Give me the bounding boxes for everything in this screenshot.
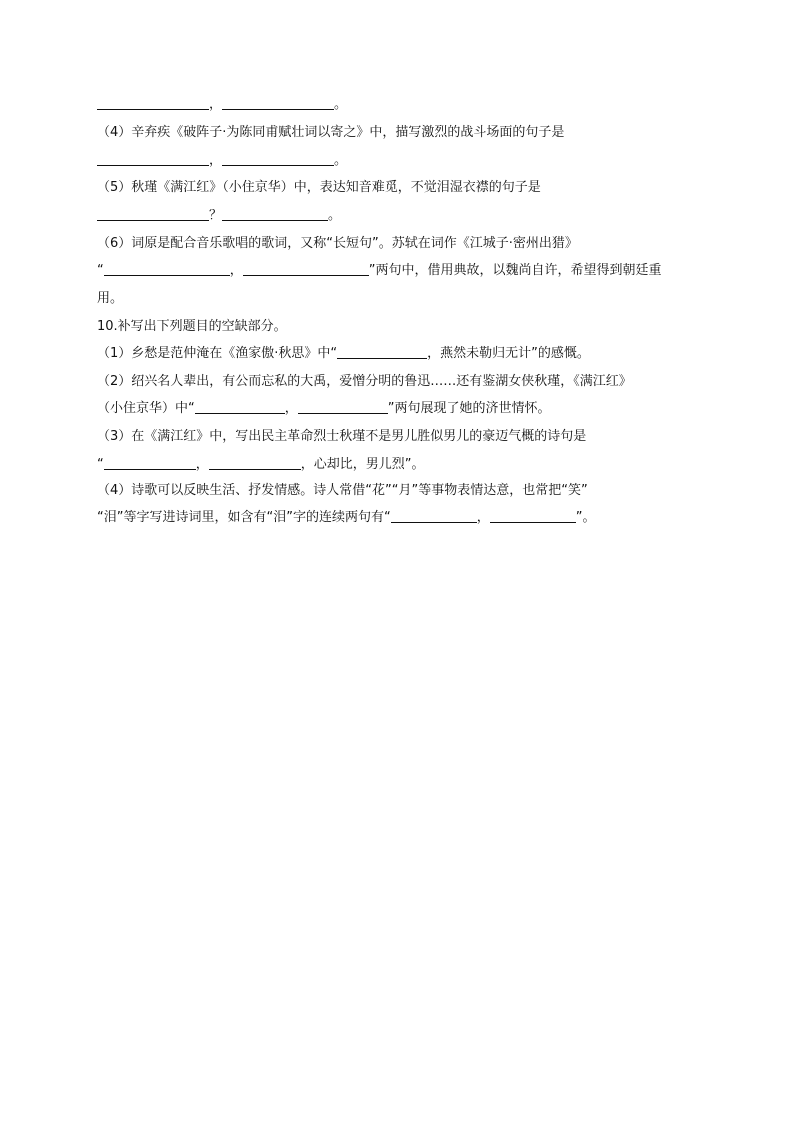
question-text: 用。 <box>97 291 124 306</box>
question-5-prompt <box>97 179 541 197</box>
question-text: （4）辛弃疾《破阵子·为陈同甫赋壮词以寄之》中，描写激烈的战斗场面的句子是 <box>97 125 565 140</box>
section-heading: 10.补写出下列题目的空缺部分。 <box>97 319 287 334</box>
end-punctuation: 。 <box>328 208 342 223</box>
answer-blank[interactable] <box>104 263 230 276</box>
answer-blank[interactable] <box>222 208 328 221</box>
answer-blank[interactable] <box>209 457 301 470</box>
answer-blank[interactable] <box>97 153 209 166</box>
answer-blank[interactable] <box>490 510 576 523</box>
question-5-answer-line <box>97 207 341 225</box>
question-4-prompt <box>97 124 564 142</box>
open-quote: “ <box>97 457 104 472</box>
separator-text: ， <box>209 97 223 112</box>
separator-text: ， <box>476 510 490 525</box>
question-text: ”。 <box>575 510 596 525</box>
answer-line-3 <box>97 96 347 114</box>
separator-text: ， <box>229 263 243 278</box>
answer-blank[interactable] <box>243 263 369 276</box>
answer-blank[interactable] <box>97 208 209 221</box>
question-text: （3）在《满江红》中，写出民主革命烈士秋瑾不是男儿胜似男儿的豪迈气概的诗句是 <box>97 429 587 444</box>
question-text: ”两句中，借用典故，以魏尚自许，希望得到朝廷重 <box>368 263 662 278</box>
question-text: （6）词原是配合音乐歌唱的歌词，又称“长短句”。苏轼在词作《江城子·密州出猎》 <box>97 236 578 251</box>
question-10-4-prompt <box>97 482 588 500</box>
answer-blank[interactable] <box>298 401 388 414</box>
separator-text: ， <box>284 401 298 416</box>
question-text: （5）秋瑾《满江红》（小住京华）中，表达知音难觅，不觉泪湿衣襟的句子是 <box>97 180 541 195</box>
end-punctuation: 。 <box>334 97 348 112</box>
question-10-2-prompt <box>97 373 632 391</box>
end-punctuation: 。 <box>334 153 348 168</box>
question-text: “泪”等字写进诗词里，如含有“泪”字的连续两句有“ <box>97 510 391 525</box>
answer-blank[interactable] <box>222 97 334 110</box>
answer-blank[interactable] <box>337 346 427 359</box>
question-6-continuation <box>97 290 123 308</box>
answer-blank[interactable] <box>391 510 477 523</box>
answer-blank[interactable] <box>222 153 334 166</box>
question-text: （1）乡愁是范仲淹在《渔家傲·秋思》中“ <box>97 346 338 361</box>
open-quote: “ <box>97 263 104 278</box>
question-10-heading <box>97 318 287 336</box>
answer-blank[interactable] <box>97 97 209 110</box>
answer-blank[interactable] <box>104 457 196 470</box>
separator-text: ， <box>209 153 223 168</box>
separator-text: ， <box>195 457 209 472</box>
separator-text: ？ <box>209 208 223 223</box>
question-10-4-answer-line <box>97 509 595 527</box>
question-text: ，心却比，男儿烈”。 <box>300 457 425 472</box>
question-4-answer-line <box>97 152 347 170</box>
question-6-answer-line <box>97 262 662 280</box>
question-text: ”两句展现了她的济世情怀。 <box>387 401 551 416</box>
question-text: （2）绍兴名人辈出，有公而忘私的大禹，爱憎分明的鲁迅……还有鉴湖女侠秋瑾，《满江红》 <box>97 374 632 389</box>
question-6-prompt <box>97 235 578 253</box>
question-10-1 <box>97 345 590 363</box>
answer-blank[interactable] <box>195 401 285 414</box>
question-text: （4）诗歌可以反映生活、抒发情感。诗人常借“花”“月”等事物表情达意，也常把“笑” <box>97 483 588 498</box>
question-10-3-prompt <box>97 428 586 446</box>
question-10-2-answer-line <box>97 400 551 418</box>
question-text: （小住京华）中“ <box>97 401 195 416</box>
question-10-3-answer-line <box>97 456 425 474</box>
question-text: ，燕然未勒归无计”的感慨。 <box>427 346 590 361</box>
